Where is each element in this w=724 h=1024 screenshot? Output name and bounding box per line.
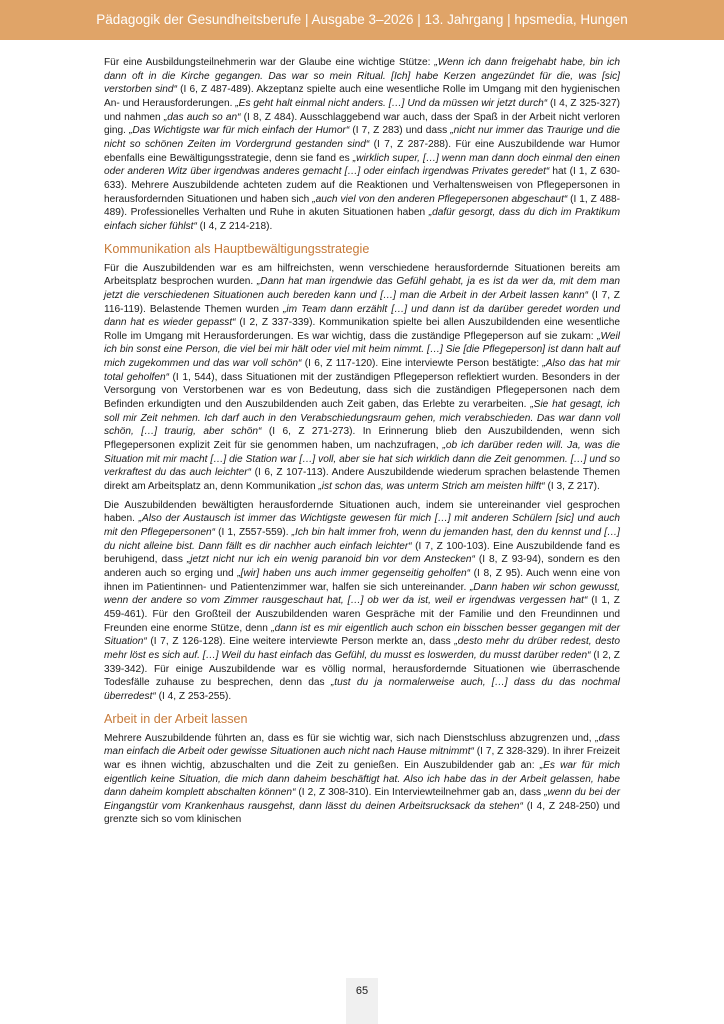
interview-quote: „Dann haben wir schon gewusst, wenn der andere so vom Zimmer rausgeschaut hat, […] ob wer da ist, weil er irgendwas vergessen hat“	[104, 581, 620, 607]
body-text: (I 8, Z 93-94), sondern es den anderen auch so erging und	[104, 554, 620, 579]
interview-quote: „Ich bin halt immer froh, wenn du jemanden hast, den du kennst und […] du nicht alleine bist. Dann fällt es dir nachher auch einfach leichter“	[104, 527, 620, 552]
body-text: (I 7, Z 287-288). Für eine Auszubildende war Humor ebenfalls eine Bewältigungsstrategie, denn sie fand es	[104, 138, 620, 164]
body-text: (I 1, Z 488-489). Professionelles Verhalten und Ruhe in akuten Situationen haben	[104, 193, 620, 219]
section-heading: Arbeit in der Arbeit lassen	[104, 711, 248, 726]
article-body	[104, 56, 620, 832]
page-number: 65	[355, 985, 369, 997]
body-text: (I 4, Z 214-218).	[196, 220, 273, 232]
page-footer	[346, 978, 378, 1024]
interview-quote: „wirklich super, […] wenn man dann doch einmal den einen oder anderen Witz über irgendwas anderes gemacht […] oder einfach irgendwas Privates geredet“	[104, 152, 620, 178]
body-text: (I 1, 544), dass Situationen mit der zuständigen Pflegeperson reflektiert wurden. Besonders in der Versorgung von Verstorbenen war es von Bedeutung, dass sich die zuständigen Pflegepersonen nach dem Befinden erkundigten und den Auszubildenden auch Zeit gaben, das Erlebte zu verarbeiten.	[104, 371, 620, 411]
interview-quote: „Es war für mich eigentlich keine Situation, die mich dann daheim beschäftigt hat. Also ich habe das in der Arbeit gelassen, habe dann daheim komplett abschalten können“	[104, 759, 620, 799]
body-text: (I 6, Z 107-113). Andere Auszubildende wiederum sprachen belastende Themen direkt am Arbeitsplatz an, denn Kommunikation	[104, 467, 620, 493]
body-text: (I 8, Z 95). Auch wenn eine von ihnen im Patientinnen- und Patientenzimmer war, halfen sie sich untereinander.	[104, 567, 620, 593]
interview-quote: „Wenn ich dann freigehabt habe, bin ich dann oft in die Kirche gegangen. Das war so mein Ritual. [Ich] habe Kerzen angezündet für die, was [sic] verstorben sind“	[104, 57, 620, 96]
interview-quote: „auch viel von den anderen Pflegepersonen abgeschaut“	[312, 193, 568, 205]
body-text: Die Auszubildenden bewältigten herausfordernde Situationen auch, indem sie untereinander viel gesprochen haben.	[104, 499, 620, 525]
body-text: (I 4, Z 248-250) und grenzte sich so vom klinischen	[104, 800, 620, 826]
body-text: (I 4, Z 325-327) und nahmen	[104, 97, 620, 123]
interview-quote: „wenn du bei der Eingangstür vom Krankenhaus rausgehst, dann lässt du deinen Arbeitsrucksack da stehen“	[104, 787, 620, 812]
interview-quote: „dass man einfach die Arbeit oder gewisse Situationen auch nicht nach Hause mitnimmt“	[104, 732, 620, 758]
body-text: (I 6, Z 487-489). Akzeptanz spielte auch eine wesentliche Rolle im Umgang mit den hygienischen An- und Herausforderungen.	[104, 84, 620, 109]
interview-quote: „Sie hat gesagt, ich soll mir Zeit nehmen. Ich darf auch in den Verabschiedungsraum gehen, mich verabschieden. Das war dann voll schön, […] traurig, aber schön“	[104, 399, 620, 438]
body-text: (I 7, Z 283) und dass	[349, 125, 451, 137]
interview-quote: „jetzt nicht nur ich ein wenig paranoid bin vor dem Anstecken“	[186, 554, 475, 566]
section-heading: Kommunikation als Hauptbewältigungsstrategie	[104, 241, 370, 256]
body-text: (I 7, Z 328-329). In ihrer Freizeit war es ihnen wichtig, abzuschalten und die Zeit zu genießen. Ein Auszubildender gab an:	[104, 746, 620, 771]
body-paragraph	[104, 262, 620, 494]
body-text: (I 1, Z557-559).	[214, 527, 292, 538]
interview-quote: „Das Wichtigste war für mich einfach der Humor“	[129, 125, 350, 137]
interview-quote: „im Team dann erzählt […] und dann ist da darüber geredet worden und dann hat es wieder gepasst“	[104, 303, 620, 329]
journal-header	[0, 0, 724, 40]
interview-quote: „desto mehr du drüber redest, desto mehr löst es sich auf. […] Weil du hast einfach das Gefühl, du musst es loswerden, du musst darüber reden“	[104, 636, 620, 661]
body-text: (I 3, Z 217).	[544, 481, 600, 493]
interview-quote: „ist schon das, was unterm Strich am meisten hilft“	[318, 481, 545, 493]
interview-quote: „Es geht halt einmal nicht anders. […] Und da müssen wir jetzt durch“	[235, 97, 548, 109]
interview-quote: „Also das hat mir total geholfen“	[104, 358, 620, 383]
body-text: (I 8, Z 484). Ausschlaggebend war auch, dass der Spaß in der Arbeit nicht verloren ging.	[104, 111, 621, 137]
body-text: (I 1, Z 459-461). Für den Großteil der Auszubildenden waren Gespräche mit der Familie und den Freundinnen und Freunden eine enorme Stütze, denn	[104, 595, 620, 634]
body-text: (I 2, Z 339-342). Für einige Auszubildende war es völlig normal, herausfordernde Situationen wie überraschende Todesfälle zuhause zu besprechen, denn das	[104, 649, 620, 689]
body-text: (I 7, Z 100-103). Eine Auszubildende fand es beruhigend, dass	[104, 540, 620, 566]
body-text: Für die Auszubildenden war es am hilfreichsten, wenn verschiedene herausfordernde Situationen bereits am Arbeitsplatz besprochen wurden.	[104, 262, 620, 288]
body-paragraph	[104, 732, 620, 828]
body-text: (I 7, Z 126-128). Eine weitere interviewte Person merkte an, dass	[146, 636, 455, 648]
interview-quote: „ob ich darüber reden will. Ja, was die Situation mit mir macht […] die Station war […] voll, aber sie hat sich wirklich dann die Zeit genommen. […] und so verkraftest du das auch leichter“	[104, 440, 620, 479]
interview-quote: „nicht nur immer das Traurige und die nicht so schönen Zeiten im Vordergrund gestanden sind“	[104, 125, 620, 150]
body-text: hat (I 1, Z 630-633). Mehrere Auszubildende achteten zudem auf die Reaktionen und Verhaltensweisen von Pflegepersonen in herausfordernden Situationen und haben sich	[104, 166, 620, 205]
interview-quote: „dafür gesorgt, dass du dich im Praktikum einfach sicher fühlst“	[104, 207, 620, 232]
body-text: (I 6, Z 271-273). In Erinnerung blieb den Auszubildenden, wenn sich Pflegepersonen explizit Zeit für sie genommen haben, um nachzufragen,	[104, 426, 620, 452]
interview-quote: „tust du ja normalerweise auch, […] dass du das nochmal überredest“	[104, 677, 620, 702]
interview-quote: „[wir] haben uns auch immer gegenseitig geholfen“	[237, 567, 470, 579]
body-text: Für eine Ausbildungsteilnehmerin war der Glaube eine wichtige Stütze:	[104, 57, 435, 68]
body-text: (I 2, Z 337-339). Kommunikation spielte bei allen Auszubildenden eine wesentliche Rolle im Umgang mit Herausforderungen. Es war wichtig, dass die zuständige Pflegeperson auf sie zukam:	[104, 317, 620, 342]
interview-quote: „Weil ich bin sonst eine Person, die viel bei mir hält oder viel mit heim nimmt. […] Sie [die Pflegeperson] ist dann halt auf mich zugekommen und das war voll schön“	[104, 330, 620, 370]
body-paragraph	[104, 499, 620, 704]
interview-quote: „dann ist es mir eigentlich auch schon ein bisschen besser gegangen mit der Situation“	[104, 622, 620, 648]
journal-header-title: Pädagogik der Gesundheitsberufe | Ausgabe 3–2026 | 13. Jahrgang | hpsmedia, Hungen	[96, 12, 628, 27]
interview-quote: „Dann hat man irgendwie das Gefühl gehabt, ja es ist da wer da, mit dem man jetzt die verschiedenen Situationen auch bereden kann und […] man die Arbeit in der Arbeit lassen kann“	[104, 276, 620, 301]
body-paragraph	[104, 56, 620, 234]
body-text: (I 7, Z 116-119). Belastende Themen wurden	[104, 289, 620, 315]
body-text: (I 4, Z 253-255).	[155, 690, 232, 702]
body-text: Mehrere Auszubildende führten an, dass es für sie wichtig war, sich nach Dienstschluss abzugrenzen und,	[104, 732, 596, 744]
body-text: (I 2, Z 308-310). Ein Interviewteilnehmer gab an, dass	[295, 787, 545, 799]
interview-quote: „Also der Austausch ist immer das Wichtigste gewesen für mich […] mit anderen Schülern [sic] und auch mit den Pflegepersonen“	[104, 513, 620, 538]
body-text: (I 6, Z 117-120). Eine interviewte Person bestätigte:	[301, 358, 543, 370]
interview-quote: „das auch so an“	[163, 111, 241, 123]
